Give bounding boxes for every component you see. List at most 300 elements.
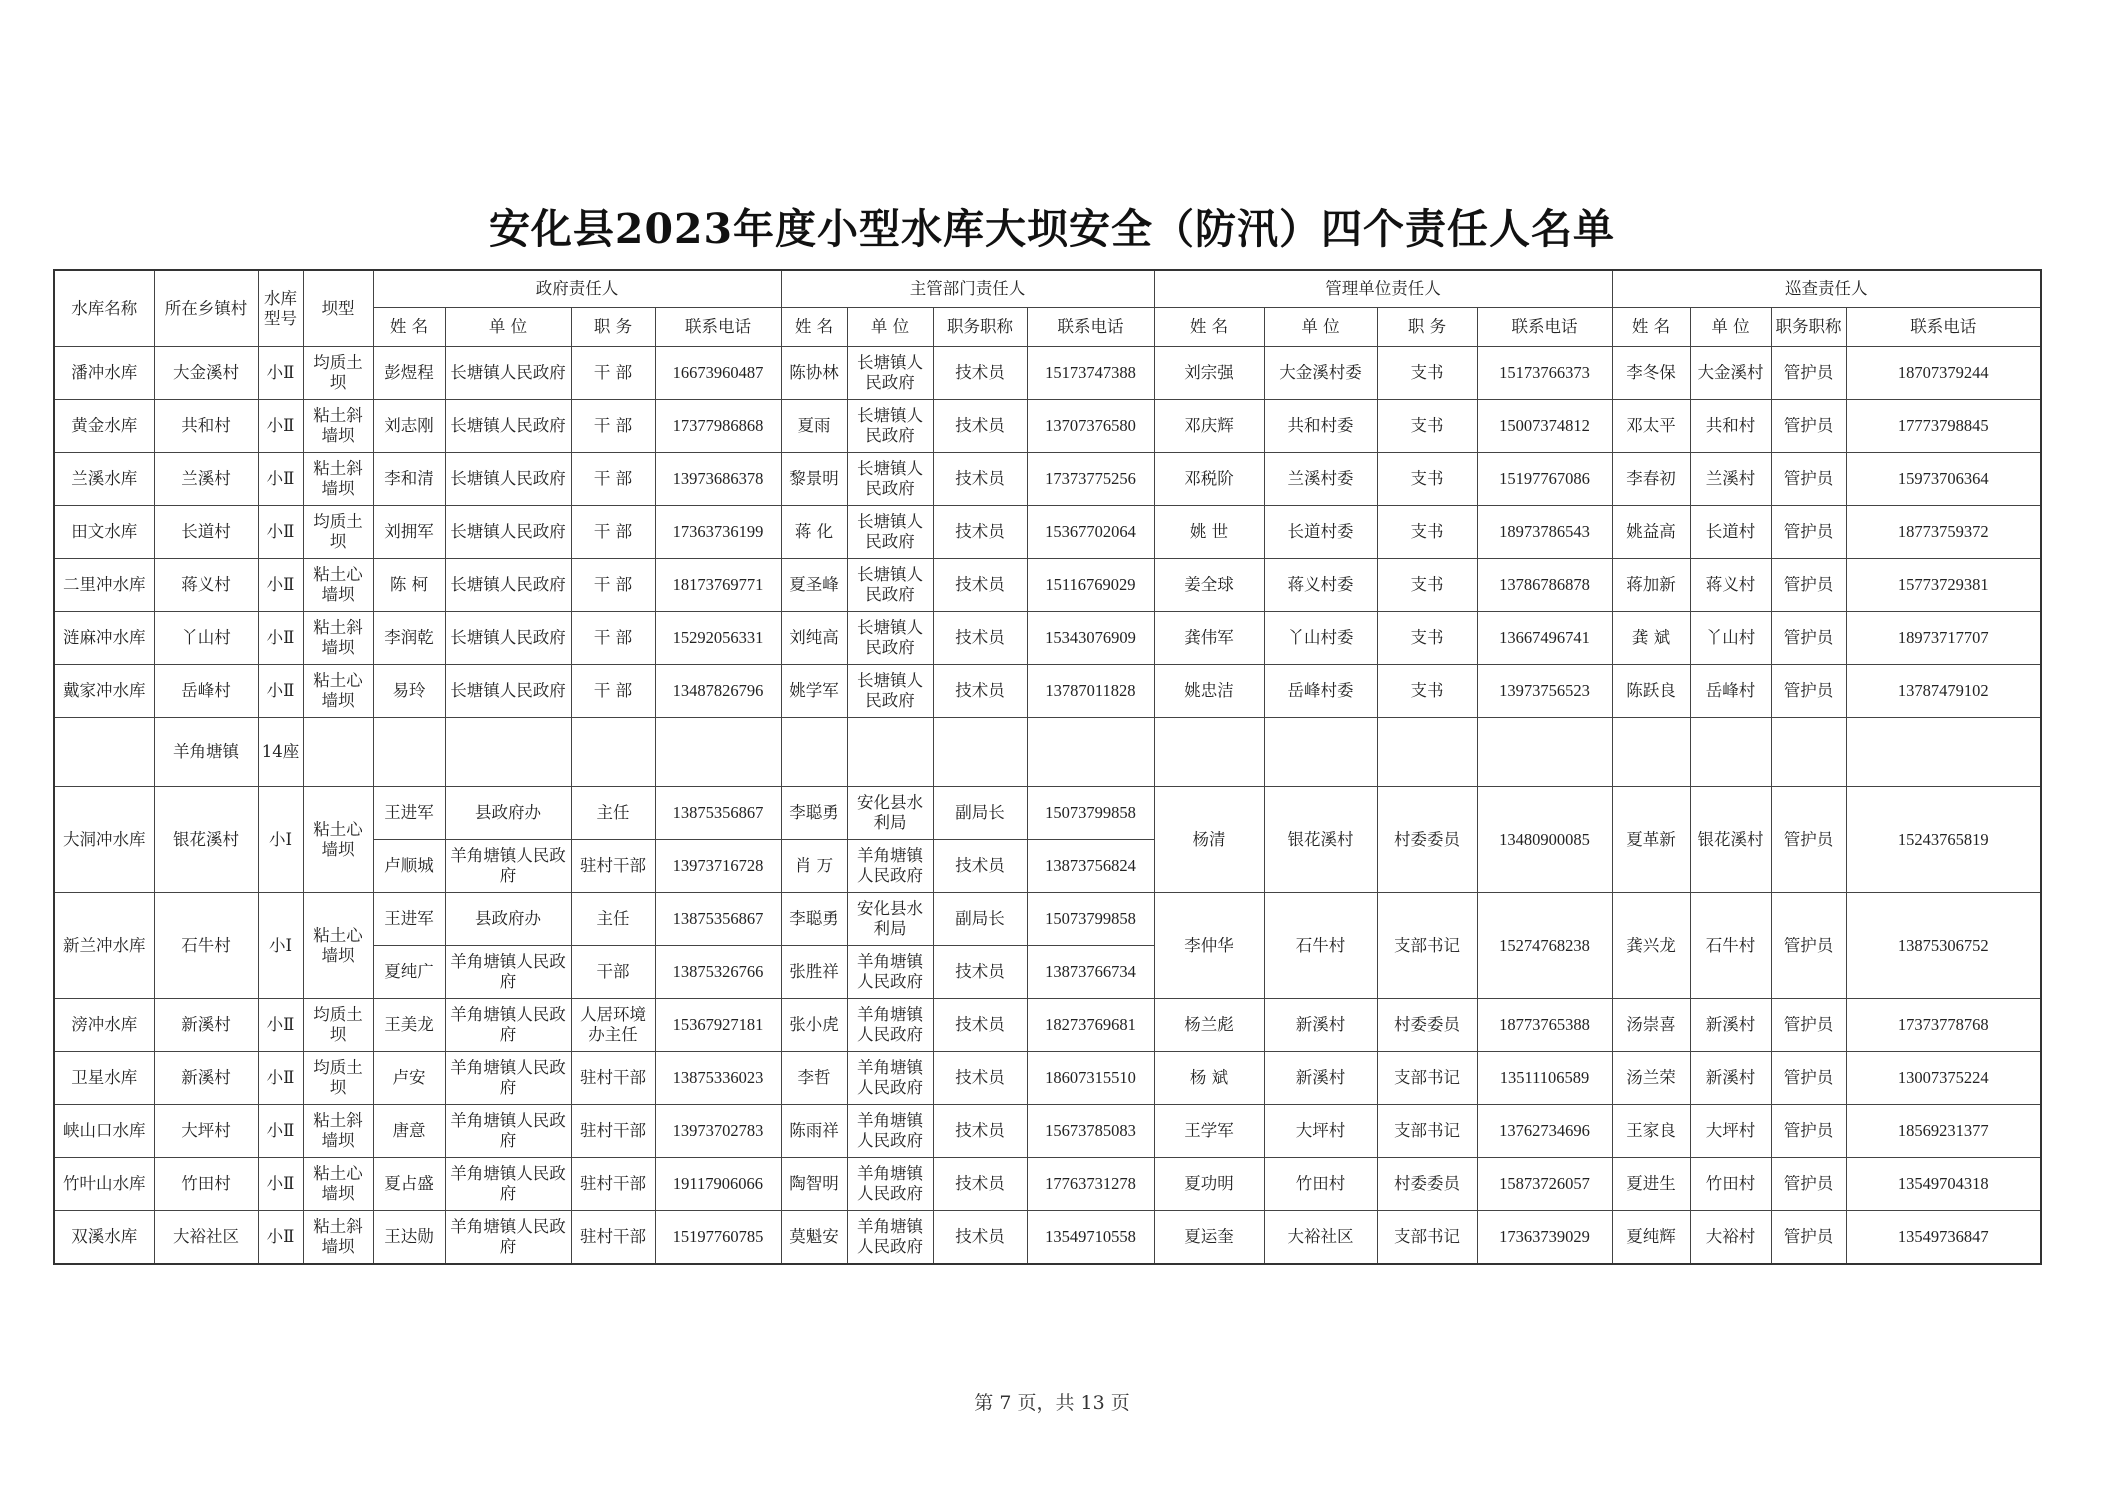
- dept-unit-cell: 安化县水利局: [847, 893, 933, 946]
- gov-phone-cell: 13973702783: [655, 1105, 781, 1158]
- header-dept-unit: 单 位: [847, 308, 933, 347]
- mgmt-unit-cell: 丫山村委: [1264, 612, 1377, 665]
- header-dept-group: 主管部门责任人: [781, 270, 1154, 308]
- mgmt-post-cell: 支书: [1377, 612, 1477, 665]
- header-dept-phone: 联系电话: [1027, 308, 1154, 347]
- dept-unit-cell: 羊角塘镇人民政府: [847, 1105, 933, 1158]
- gov-unit-cell: 长塘镇人民政府: [445, 612, 571, 665]
- dept-phone-cell: 17373775256: [1027, 453, 1154, 506]
- patrol-unit-cell: 兰溪村: [1690, 453, 1771, 506]
- mgmt-phone-cell: 18773765388: [1477, 999, 1612, 1052]
- mgmt-phone-cell: 15274768238: [1477, 893, 1612, 999]
- empty-cell: [655, 718, 781, 787]
- gov-phone-cell: 17363736199: [655, 506, 781, 559]
- dept-unit-cell: 羊角塘镇人民政府: [847, 946, 933, 999]
- dept-phone-cell: 17763731278: [1027, 1158, 1154, 1211]
- mgmt-name-cell: 姚 世: [1154, 506, 1264, 559]
- gov-unit-cell: 长塘镇人民政府: [445, 506, 571, 559]
- header-dam: 坝型: [303, 270, 373, 347]
- patrol-phone-cell: 13007375224: [1846, 1052, 2041, 1105]
- empty-cell: [1027, 718, 1154, 787]
- mgmt-phone-cell: 15197767086: [1477, 453, 1612, 506]
- patrol-name-cell: 李冬保: [1612, 347, 1690, 400]
- reservoir-type-cell: 小Ⅱ: [258, 559, 303, 612]
- gov-post-cell: 驻村干部: [571, 1105, 655, 1158]
- gov-phone-cell: 15292056331: [655, 612, 781, 665]
- mgmt-phone-cell: 15007374812: [1477, 400, 1612, 453]
- gov-name-cell: 王进军: [373, 787, 445, 840]
- header-town: 所在乡镇村: [154, 270, 258, 347]
- gov-name-cell: 王进军: [373, 893, 445, 946]
- dept-name-cell: 张小虎: [781, 999, 847, 1052]
- patrol-name-cell: 李春初: [1612, 453, 1690, 506]
- gov-phone-cell: 13973686378: [655, 453, 781, 506]
- dept-unit-cell: 长塘镇人民政府: [847, 347, 933, 400]
- empty-cell: [571, 718, 655, 787]
- dept-unit-cell: 长塘镇人民政府: [847, 559, 933, 612]
- dept-post-cell: 技术员: [933, 612, 1027, 665]
- table-row: [54, 1105, 2041, 1158]
- dept-name-cell: 肖 万: [781, 840, 847, 893]
- patrol-phone-cell: 13549736847: [1846, 1211, 2041, 1265]
- patrol-post-cell: 管护员: [1771, 559, 1846, 612]
- dept-post-cell: 技术员: [933, 1211, 1027, 1265]
- patrol-unit-cell: 大金溪村: [1690, 347, 1771, 400]
- empty-cell: [1154, 718, 1264, 787]
- reservoir-name-cell: 卫星水库: [54, 1052, 154, 1105]
- gov-post-cell: 驻村干部: [571, 1052, 655, 1105]
- reservoir-name-cell: 新兰冲水库: [54, 893, 154, 999]
- table-row: [54, 665, 2041, 718]
- gov-unit-cell: 羊角塘镇人民政府: [445, 1211, 571, 1265]
- dept-unit-cell: 长塘镇人民政府: [847, 612, 933, 665]
- gov-unit-cell: 羊角塘镇人民政府: [445, 946, 571, 999]
- dept-name-cell: 陈协林: [781, 347, 847, 400]
- dept-name-cell: 陈雨祥: [781, 1105, 847, 1158]
- mgmt-post-cell: 支部书记: [1377, 1211, 1477, 1265]
- dept-post-cell: 技术员: [933, 665, 1027, 718]
- mgmt-unit-cell: 银花溪村: [1264, 787, 1377, 893]
- reservoir-type-cell: 小Ⅱ: [258, 400, 303, 453]
- table-row: [54, 893, 2041, 946]
- patrol-phone-cell: 15243765819: [1846, 787, 2041, 893]
- gov-name-cell: 夏纯广: [373, 946, 445, 999]
- dept-name-cell: 李哲: [781, 1052, 847, 1105]
- mgmt-phone-cell: 13480900085: [1477, 787, 1612, 893]
- mgmt-post-cell: 支书: [1377, 665, 1477, 718]
- gov-phone-cell: 17377986868: [655, 400, 781, 453]
- dept-unit-cell: 长塘镇人民政府: [847, 400, 933, 453]
- gov-post-cell: 干 部: [571, 559, 655, 612]
- mgmt-unit-cell: 兰溪村委: [1264, 453, 1377, 506]
- header-patrol-group: 巡查责任人: [1612, 270, 2041, 308]
- gov-name-cell: 王达勋: [373, 1211, 445, 1265]
- mgmt-unit-cell: 大坪村: [1264, 1105, 1377, 1158]
- section-count-cell: 14座: [258, 718, 303, 787]
- header-type: 水库型号: [258, 270, 303, 347]
- mgmt-name-cell: 杨清: [1154, 787, 1264, 893]
- reservoir-type-cell: 小Ⅱ: [258, 1211, 303, 1265]
- patrol-unit-cell: 大裕村: [1690, 1211, 1771, 1265]
- patrol-phone-cell: 17373778768: [1846, 999, 2041, 1052]
- mgmt-unit-cell: 蒋义村委: [1264, 559, 1377, 612]
- patrol-name-cell: 姚益高: [1612, 506, 1690, 559]
- patrol-phone-cell: 18707379244: [1846, 347, 2041, 400]
- empty-cell: [933, 718, 1027, 787]
- dam-type-cell: 均质土坝: [303, 347, 373, 400]
- mgmt-unit-cell: 大裕社区: [1264, 1211, 1377, 1265]
- header-gov-group: 政府责任人: [373, 270, 781, 308]
- dept-unit-cell: 羊角塘镇人民政府: [847, 840, 933, 893]
- mgmt-phone-cell: 15873726057: [1477, 1158, 1612, 1211]
- page-footer: 第 7 页，共 13 页: [974, 1392, 1130, 1414]
- header-mgmt-group: 管理单位责任人: [1154, 270, 1612, 308]
- reservoir-name-cell: 双溪水库: [54, 1211, 154, 1265]
- gov-phone-cell: 13875336023: [655, 1052, 781, 1105]
- mgmt-unit-cell: 石牛村: [1264, 893, 1377, 999]
- patrol-name-cell: 夏纯辉: [1612, 1211, 1690, 1265]
- gov-post-cell: 干 部: [571, 665, 655, 718]
- patrol-post-cell: 管护员: [1771, 787, 1846, 893]
- dept-name-cell: 夏雨: [781, 400, 847, 453]
- town-cell: 新溪村: [154, 1052, 258, 1105]
- patrol-phone-cell: 13875306752: [1846, 893, 2041, 999]
- patrol-name-cell: 蒋加新: [1612, 559, 1690, 612]
- dept-post-cell: 技术员: [933, 400, 1027, 453]
- patrol-unit-cell: 岳峰村: [1690, 665, 1771, 718]
- empty-cell: [1690, 718, 1771, 787]
- dept-phone-cell: 13707376580: [1027, 400, 1154, 453]
- town-cell: 丫山村: [154, 612, 258, 665]
- patrol-name-cell: 龚兴龙: [1612, 893, 1690, 999]
- gov-phone-cell: 13973716728: [655, 840, 781, 893]
- empty-cell: [303, 718, 373, 787]
- mgmt-phone-cell: 15173766373: [1477, 347, 1612, 400]
- empty-cell: [54, 718, 154, 787]
- dept-post-cell: 副局长: [933, 893, 1027, 946]
- dept-name-cell: 刘纯高: [781, 612, 847, 665]
- dept-phone-cell: 15173747388: [1027, 347, 1154, 400]
- header-mgmt-name: 姓 名: [1154, 308, 1264, 347]
- patrol-phone-cell: 18773759372: [1846, 506, 2041, 559]
- header-gov-unit: 单 位: [445, 308, 571, 347]
- dam-type-cell: 粘土斜墙坝: [303, 400, 373, 453]
- header-mgmt-phone: 联系电话: [1477, 308, 1612, 347]
- dept-phone-cell: 15367702064: [1027, 506, 1154, 559]
- patrol-phone-cell: 15973706364: [1846, 453, 2041, 506]
- town-cell: 石牛村: [154, 893, 258, 999]
- table-row: [54, 400, 2041, 453]
- patrol-post-cell: 管护员: [1771, 1158, 1846, 1211]
- section-town-cell: 羊角塘镇: [154, 718, 258, 787]
- mgmt-post-cell: 支部书记: [1377, 1052, 1477, 1105]
- patrol-unit-cell: 共和村: [1690, 400, 1771, 453]
- mgmt-name-cell: 邓税阶: [1154, 453, 1264, 506]
- patrol-name-cell: 邓太平: [1612, 400, 1690, 453]
- gov-post-cell: 人居环境办主任: [571, 999, 655, 1052]
- mgmt-post-cell: 村委委员: [1377, 999, 1477, 1052]
- dept-name-cell: 蒋 化: [781, 506, 847, 559]
- gov-name-cell: 陈 柯: [373, 559, 445, 612]
- page-title: 安化县2023年度小型水库大坝安全（防汛）四个责任人名单: [488, 205, 1616, 253]
- mgmt-unit-cell: 新溪村: [1264, 1052, 1377, 1105]
- dept-name-cell: 姚学军: [781, 665, 847, 718]
- dept-post-cell: 副局长: [933, 787, 1027, 840]
- dam-type-cell: 粘土斜墙坝: [303, 1211, 373, 1265]
- gov-post-cell: 干 部: [571, 612, 655, 665]
- header-reservoir: 水库名称: [54, 270, 154, 347]
- patrol-post-cell: 管护员: [1771, 347, 1846, 400]
- gov-name-cell: 刘拥军: [373, 506, 445, 559]
- patrol-name-cell: 陈跃良: [1612, 665, 1690, 718]
- patrol-phone-cell: 13787479102: [1846, 665, 2041, 718]
- patrol-name-cell: 夏革新: [1612, 787, 1690, 893]
- dept-unit-cell: 安化县水利局: [847, 787, 933, 840]
- table-row: [54, 612, 2041, 665]
- patrol-unit-cell: 银花溪村: [1690, 787, 1771, 893]
- mgmt-name-cell: 邓庆辉: [1154, 400, 1264, 453]
- patrol-post-cell: 管护员: [1771, 506, 1846, 559]
- dam-type-cell: 均质土坝: [303, 999, 373, 1052]
- table-row: [54, 999, 2041, 1052]
- reservoir-type-cell: 小Ⅱ: [258, 665, 303, 718]
- empty-cell: [1846, 718, 2041, 787]
- header-patrol-phone: 联系电话: [1846, 308, 2041, 347]
- patrol-name-cell: 汤崇喜: [1612, 999, 1690, 1052]
- gov-unit-cell: 长塘镇人民政府: [445, 559, 571, 612]
- mgmt-phone-cell: 18973786543: [1477, 506, 1612, 559]
- dam-type-cell: 粘土斜墙坝: [303, 453, 373, 506]
- gov-phone-cell: 18173769771: [655, 559, 781, 612]
- dept-phone-cell: 18273769681: [1027, 999, 1154, 1052]
- table-row: [54, 1158, 2041, 1211]
- header-patrol-post: 职务职称: [1771, 308, 1846, 347]
- gov-post-cell: 干部: [571, 946, 655, 999]
- reservoir-name-cell: 涟麻冲水库: [54, 612, 154, 665]
- reservoir-name-cell: 滂冲水库: [54, 999, 154, 1052]
- mgmt-post-cell: 村委委员: [1377, 787, 1477, 893]
- gov-phone-cell: 13875326766: [655, 946, 781, 999]
- mgmt-post-cell: 村委委员: [1377, 1158, 1477, 1211]
- dam-type-cell: 粘土心墙坝: [303, 893, 373, 999]
- gov-post-cell: 主任: [571, 893, 655, 946]
- header-mgmt-unit: 单 位: [1264, 308, 1377, 347]
- header-dept-name: 姓 名: [781, 308, 847, 347]
- gov-post-cell: 主任: [571, 787, 655, 840]
- patrol-unit-cell: 长道村: [1690, 506, 1771, 559]
- empty-cell: [373, 718, 445, 787]
- gov-unit-cell: 羊角塘镇人民政府: [445, 1105, 571, 1158]
- gov-name-cell: 唐意: [373, 1105, 445, 1158]
- dam-type-cell: 粘土心墙坝: [303, 787, 373, 893]
- dept-phone-cell: 13549710558: [1027, 1211, 1154, 1265]
- mgmt-unit-cell: 竹田村: [1264, 1158, 1377, 1211]
- table-row: [54, 1052, 2041, 1105]
- patrol-post-cell: 管护员: [1771, 1105, 1846, 1158]
- patrol-unit-cell: 蒋义村: [1690, 559, 1771, 612]
- mgmt-name-cell: 姜全球: [1154, 559, 1264, 612]
- gov-post-cell: 干 部: [571, 347, 655, 400]
- gov-phone-cell: 19117906066: [655, 1158, 781, 1211]
- reservoir-type-cell: 小Ⅱ: [258, 1158, 303, 1211]
- dept-unit-cell: 羊角塘镇人民政府: [847, 1211, 933, 1265]
- mgmt-unit-cell: 新溪村: [1264, 999, 1377, 1052]
- gov-name-cell: 夏占盛: [373, 1158, 445, 1211]
- patrol-post-cell: 管护员: [1771, 1052, 1846, 1105]
- gov-name-cell: 李和清: [373, 453, 445, 506]
- gov-unit-cell: 长塘镇人民政府: [445, 665, 571, 718]
- dept-post-cell: 技术员: [933, 506, 1027, 559]
- gov-unit-cell: 长塘镇人民政府: [445, 453, 571, 506]
- town-cell: 兰溪村: [154, 453, 258, 506]
- dept-phone-cell: 15673785083: [1027, 1105, 1154, 1158]
- gov-unit-cell: 长塘镇人民政府: [445, 400, 571, 453]
- dam-type-cell: 粘土斜墙坝: [303, 1105, 373, 1158]
- reservoir-name-cell: 田文水库: [54, 506, 154, 559]
- dept-name-cell: 李聪勇: [781, 787, 847, 840]
- mgmt-post-cell: 支部书记: [1377, 1105, 1477, 1158]
- empty-cell: [781, 718, 847, 787]
- dept-unit-cell: 长塘镇人民政府: [847, 506, 933, 559]
- patrol-phone-cell: 13549704318: [1846, 1158, 2041, 1211]
- reservoir-type-cell: 小Ⅱ: [258, 347, 303, 400]
- dept-phone-cell: 13873756824: [1027, 840, 1154, 893]
- mgmt-name-cell: 王学军: [1154, 1105, 1264, 1158]
- dept-phone-cell: 18607315510: [1027, 1052, 1154, 1105]
- empty-cell: [1477, 718, 1612, 787]
- gov-unit-cell: 羊角塘镇人民政府: [445, 999, 571, 1052]
- mgmt-unit-cell: 岳峰村委: [1264, 665, 1377, 718]
- gov-post-cell: 干 部: [571, 453, 655, 506]
- mgmt-phone-cell: 13762734696: [1477, 1105, 1612, 1158]
- reservoir-type-cell: 小Ⅱ: [258, 506, 303, 559]
- dept-name-cell: 黎景明: [781, 453, 847, 506]
- patrol-unit-cell: 竹田村: [1690, 1158, 1771, 1211]
- patrol-post-cell: 管护员: [1771, 612, 1846, 665]
- dept-unit-cell: 长塘镇人民政府: [847, 453, 933, 506]
- mgmt-phone-cell: 13511106589: [1477, 1052, 1612, 1105]
- header-patrol-name: 姓 名: [1612, 308, 1690, 347]
- header-gov-name: 姓 名: [373, 308, 445, 347]
- header-patrol-unit: 单 位: [1690, 308, 1771, 347]
- header-gov-post: 职 务: [571, 308, 655, 347]
- section-row: [54, 718, 2041, 787]
- mgmt-name-cell: 夏运奎: [1154, 1211, 1264, 1265]
- mgmt-phone-cell: 13973756523: [1477, 665, 1612, 718]
- dam-type-cell: 粘土心墙坝: [303, 665, 373, 718]
- dam-type-cell: 粘土斜墙坝: [303, 612, 373, 665]
- table-row: [54, 506, 2041, 559]
- reservoir-name-cell: 二里冲水库: [54, 559, 154, 612]
- mgmt-unit-cell: 大金溪村委: [1264, 347, 1377, 400]
- mgmt-phone-cell: 17363739029: [1477, 1211, 1612, 1265]
- gov-name-cell: 刘志刚: [373, 400, 445, 453]
- empty-cell: [1612, 718, 1690, 787]
- header-dept-post: 职务职称: [933, 308, 1027, 347]
- mgmt-post-cell: 支部书记: [1377, 893, 1477, 999]
- town-cell: 大裕社区: [154, 1211, 258, 1265]
- patrol-name-cell: 夏进生: [1612, 1158, 1690, 1211]
- patrol-phone-cell: 18973717707: [1846, 612, 2041, 665]
- patrol-phone-cell: 18569231377: [1846, 1105, 2041, 1158]
- mgmt-name-cell: 姚忠洁: [1154, 665, 1264, 718]
- table-row: [54, 559, 2041, 612]
- dept-phone-cell: 15073799858: [1027, 893, 1154, 946]
- empty-cell: [1377, 718, 1477, 787]
- dept-phone-cell: 15073799858: [1027, 787, 1154, 840]
- town-cell: 银花溪村: [154, 787, 258, 893]
- patrol-unit-cell: 石牛村: [1690, 893, 1771, 999]
- town-cell: 共和村: [154, 400, 258, 453]
- dept-post-cell: 技术员: [933, 453, 1027, 506]
- mgmt-name-cell: 李仲华: [1154, 893, 1264, 999]
- patrol-name-cell: 王家良: [1612, 1105, 1690, 1158]
- empty-cell: [1771, 718, 1846, 787]
- mgmt-post-cell: 支书: [1377, 506, 1477, 559]
- dept-name-cell: 陶智明: [781, 1158, 847, 1211]
- mgmt-name-cell: 刘宗强: [1154, 347, 1264, 400]
- gov-phone-cell: 16673960487: [655, 347, 781, 400]
- header-mgmt-post: 职 务: [1377, 308, 1477, 347]
- mgmt-name-cell: 杨兰彪: [1154, 999, 1264, 1052]
- dept-post-cell: 技术员: [933, 1158, 1027, 1211]
- reservoir-type-cell: 小Ⅰ: [258, 893, 303, 999]
- patrol-unit-cell: 丫山村: [1690, 612, 1771, 665]
- gov-name-cell: 王美龙: [373, 999, 445, 1052]
- town-cell: 新溪村: [154, 999, 258, 1052]
- gov-post-cell: 干 部: [571, 506, 655, 559]
- mgmt-post-cell: 支书: [1377, 400, 1477, 453]
- dept-post-cell: 技术员: [933, 840, 1027, 893]
- table-row: [54, 787, 2041, 840]
- gov-phone-cell: 13487826796: [655, 665, 781, 718]
- dept-name-cell: 莫魁安: [781, 1211, 847, 1265]
- mgmt-post-cell: 支书: [1377, 453, 1477, 506]
- dept-name-cell: 张胜祥: [781, 946, 847, 999]
- reservoir-name-cell: 黄金水库: [54, 400, 154, 453]
- dept-name-cell: 李聪勇: [781, 893, 847, 946]
- gov-post-cell: 驻村干部: [571, 1158, 655, 1211]
- dept-unit-cell: 羊角塘镇人民政府: [847, 999, 933, 1052]
- empty-cell: [1264, 718, 1377, 787]
- mgmt-post-cell: 支书: [1377, 559, 1477, 612]
- patrol-post-cell: 管护员: [1771, 999, 1846, 1052]
- patrol-post-cell: 管护员: [1771, 453, 1846, 506]
- reservoir-name-cell: 兰溪水库: [54, 453, 154, 506]
- mgmt-phone-cell: 13667496741: [1477, 612, 1612, 665]
- reservoir-name-cell: 峡山口水库: [54, 1105, 154, 1158]
- dept-post-cell: 技术员: [933, 559, 1027, 612]
- mgmt-name-cell: 夏功明: [1154, 1158, 1264, 1211]
- reservoir-name-cell: 竹叶山水库: [54, 1158, 154, 1211]
- dept-post-cell: 技术员: [933, 946, 1027, 999]
- gov-phone-cell: 15197760785: [655, 1211, 781, 1265]
- reservoir-type-cell: 小Ⅱ: [258, 1052, 303, 1105]
- patrol-phone-cell: 17773798845: [1846, 400, 2041, 453]
- dept-phone-cell: 15116769029: [1027, 559, 1154, 612]
- town-cell: 竹田村: [154, 1158, 258, 1211]
- town-cell: 岳峰村: [154, 665, 258, 718]
- reservoir-name-cell: 大洞冲水库: [54, 787, 154, 893]
- dept-name-cell: 夏圣峰: [781, 559, 847, 612]
- dam-type-cell: 均质土坝: [303, 1052, 373, 1105]
- patrol-post-cell: 管护员: [1771, 665, 1846, 718]
- gov-post-cell: 驻村干部: [571, 1211, 655, 1265]
- dept-post-cell: 技术员: [933, 1105, 1027, 1158]
- dept-phone-cell: 13787011828: [1027, 665, 1154, 718]
- gov-post-cell: 干 部: [571, 400, 655, 453]
- town-cell: 大坪村: [154, 1105, 258, 1158]
